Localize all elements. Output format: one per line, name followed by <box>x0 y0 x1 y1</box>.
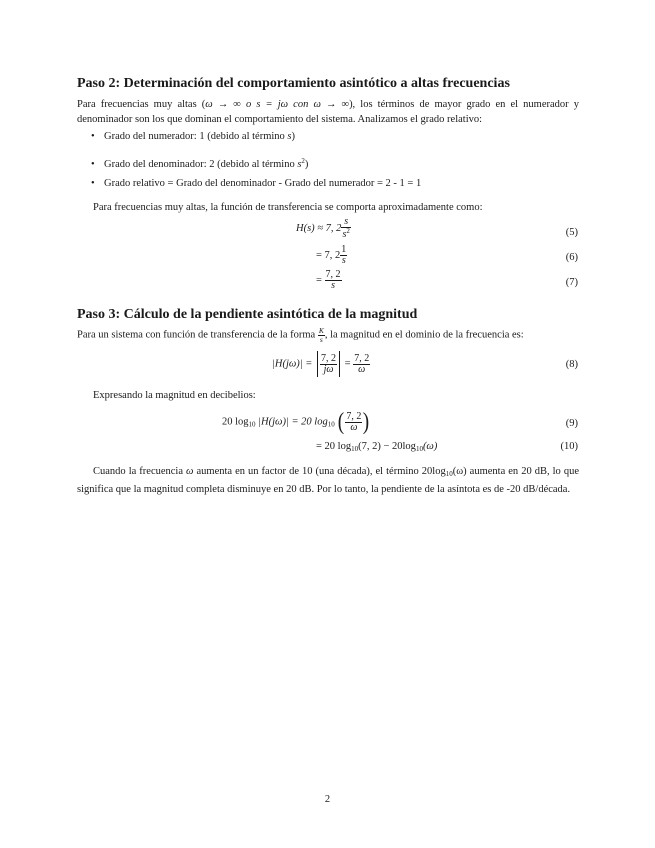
equation-number-5: (5) <box>565 227 578 238</box>
paragraph-approximation: Para frecuencias muy altas, la función de transferencia se comporta aproximadamente como: <box>93 202 483 213</box>
equation-9: 20 $\log_{10} |H(j\omega)| = 20$ $\log_{10}$ ( $\frac{7, 2}{\omega}$ ) <box>222 409 370 435</box>
equation-7: = $\frac{7, 2}{s}$ <box>316 269 341 291</box>
list-item: • Grado relativo = Grado del denominador - Grado del numerador = 2 - 1 = 1 <box>91 178 422 189</box>
list-item: • Grado del denominador: 2 (debido al término $s^2$) <box>91 157 309 170</box>
equation-number-6: (6) <box>565 252 578 263</box>
paragraph-decibels: Expresando la magnitud en decibelios: <box>93 390 256 401</box>
equation-number-8: (8) <box>565 359 578 370</box>
paragraph-conclusion: Cuando la frecuencia ω aumenta en un factor de 10 (una década), el término $20\log_{10}(\omega)$ aumenta en 20 dB, lo que significa que la magnitud completa disminuye en 20 dB. Por lo tanto, la pendiente de la asíntota es de -20 dB/década. <box>77 466 579 495</box>
section-heading-paso-3: Paso 3: Cálculo de la pendiente asintótica de la magnitud <box>77 307 418 322</box>
page-number: 2 <box>324 794 331 805</box>
equation-number-7: (7) <box>565 277 578 288</box>
equation-number-9: (9) <box>565 418 578 429</box>
equation-number-10: (10) <box>560 441 578 452</box>
paragraph-high-frequency-intro: Para frecuencias muy altas (ω → ∞ o s = jω con ω → ∞), los términos de mayor grado en el numerador y denominador son los que dominan el comportamiento del sistema. Analizamos el grado relativo: <box>77 99 579 125</box>
equation-10: = 20 $\log_{10}(7$, $2) - 20\log_{10}(\omega)$ <box>316 441 438 453</box>
list-item: • Grado del numerador: 1 (debido al término s) <box>91 131 295 142</box>
equation-6: = 7, 2 $\frac{1}{s}$ <box>316 244 347 266</box>
paragraph-magnitude-intro: Para un sistema con función de transferencia de la forma $\frac{K}{s}$ , la magnitud en el dominio de la frecuencia es: <box>77 326 524 344</box>
section-heading-paso-2: Paso 2: Determinación del comportamiento asintótico a altas frecuencias <box>77 76 510 91</box>
equation-5: H(s) ≈ 7, 2 $\frac{s}{s^2}$ <box>296 216 350 240</box>
equation-8: |H(jω)| = $\frac{7, 2}{j\omega}$ = $\frac{7, 2}{\omega}$ <box>272 351 370 377</box>
